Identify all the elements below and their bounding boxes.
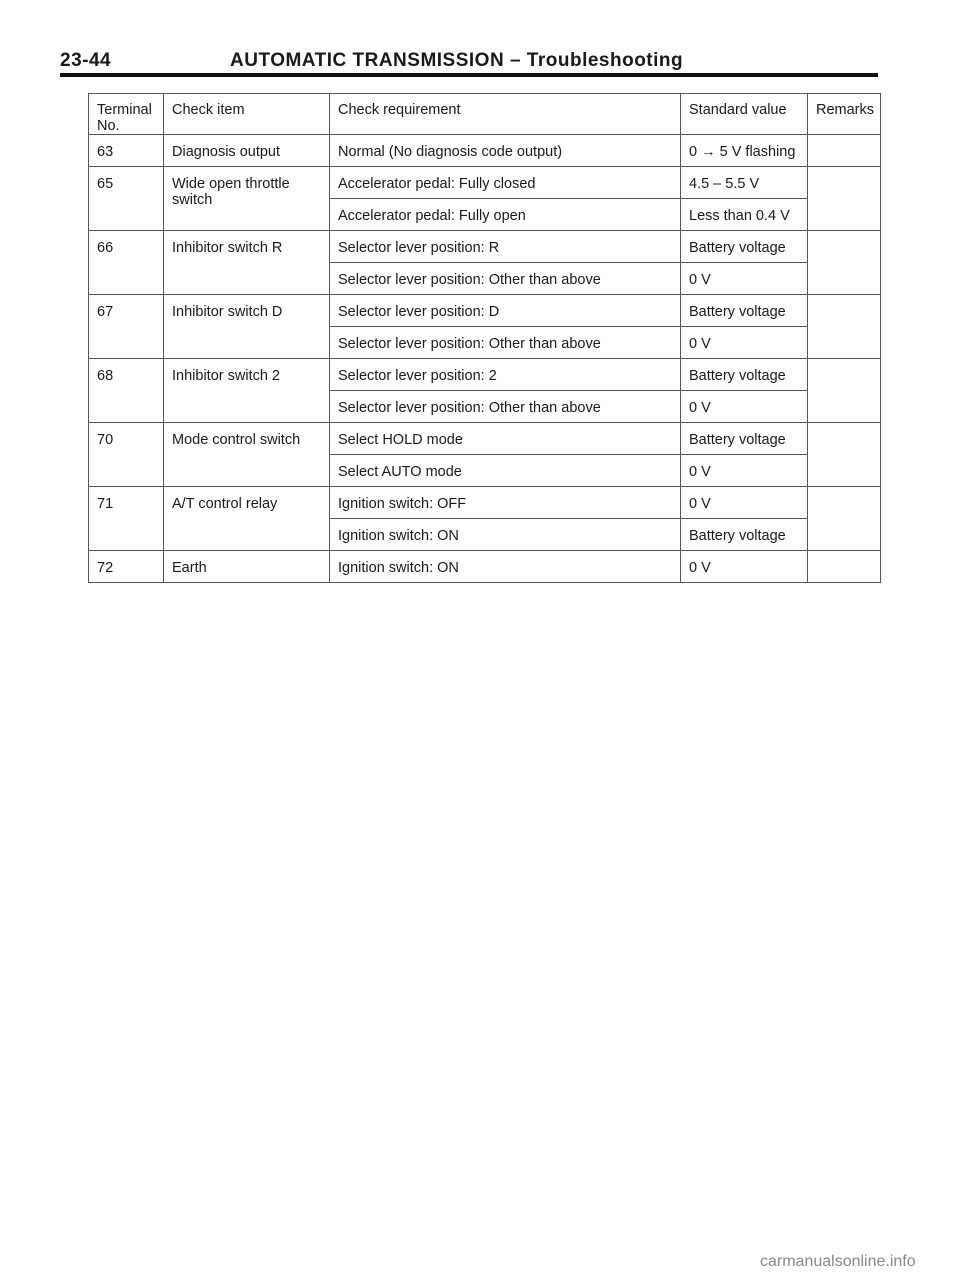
check-item-cell: Inhibitor switch R — [164, 231, 330, 295]
terminal-cell: 70 — [89, 423, 164, 487]
terminal-cell: 68 — [89, 359, 164, 423]
check-item-cell: Inhibitor switch D — [164, 295, 330, 359]
requirement-cell: Selector lever position: D — [330, 295, 681, 327]
column-header-terminal: Terminal No. — [89, 94, 164, 135]
requirement-cell: Selector lever position: Other than above — [330, 391, 681, 423]
value-cell: Battery voltage — [681, 423, 808, 455]
requirement-cell: Selector lever position: Other than above — [330, 327, 681, 359]
check-item-cell: Mode control switch — [164, 423, 330, 487]
remarks-cell — [808, 231, 881, 295]
value-cell: 0 V — [681, 327, 808, 359]
terminal-cell: 65 — [89, 167, 164, 231]
table-row — [89, 167, 881, 199]
terminal-cell: 71 — [89, 487, 164, 551]
value-cell: Battery voltage — [681, 231, 808, 263]
table-row — [89, 423, 881, 455]
requirement-cell: Select AUTO mode — [330, 455, 681, 487]
remarks-cell — [808, 295, 881, 359]
remarks-cell — [808, 167, 881, 231]
table-header-row — [89, 94, 881, 135]
requirement-cell: Selector lever position: Other than above — [330, 263, 681, 295]
terminal-cell: 66 — [89, 231, 164, 295]
remarks-cell — [808, 135, 881, 167]
value-cell: 0 V — [681, 551, 808, 583]
requirement-cell: Ignition switch: OFF — [330, 487, 681, 519]
requirement-cell: Normal (No diagnosis code output) — [330, 135, 681, 167]
table-row — [89, 487, 881, 519]
value-cell: 0 V — [681, 263, 808, 295]
requirement-cell: Ignition switch: ON — [330, 551, 681, 583]
page-number: 23-44 — [60, 50, 112, 71]
header-rule — [60, 73, 878, 77]
requirement-cell: Selector lever position: R — [330, 231, 681, 263]
value-cell: 0 → 5 V flashing — [681, 135, 808, 167]
value-cell: Battery voltage — [681, 295, 808, 327]
requirement-cell: Accelerator pedal: Fully open — [330, 199, 681, 231]
check-item-cell: Inhibitor switch 2 — [164, 359, 330, 423]
table-row — [89, 295, 881, 327]
table-row — [89, 135, 881, 167]
value-cell: 0 V — [681, 487, 808, 519]
requirement-cell: Selector lever position: 2 — [330, 359, 681, 391]
remarks-cell — [808, 359, 881, 423]
value-cell: 4.5 – 5.5 V — [681, 167, 808, 199]
terminal-check-table — [88, 93, 881, 583]
footer-watermark: carmanualsonline.info — [760, 1253, 916, 1270]
check-item-cell: Diagnosis output — [164, 135, 330, 167]
requirement-cell: Select HOLD mode — [330, 423, 681, 455]
check-item-cell: Wide open throttle switch — [164, 167, 330, 231]
page-title: AUTOMATIC TRANSMISSION – Troubleshooting — [230, 50, 684, 71]
value-cell: Less than 0.4 V — [681, 199, 808, 231]
table-row — [89, 231, 881, 263]
check-item-cell: Earth — [164, 551, 330, 583]
check-item-cell: A/T control relay — [164, 487, 330, 551]
column-header-check-requirement: Check requirement — [330, 94, 681, 135]
column-header-standard-value: Standard value — [681, 94, 808, 135]
page-header — [60, 50, 878, 74]
requirement-cell: Accelerator pedal: Fully closed — [330, 167, 681, 199]
remarks-cell — [808, 487, 881, 551]
column-header-remarks: Remarks — [808, 94, 881, 135]
terminal-cell: 67 — [89, 295, 164, 359]
column-header-check-item: Check item — [164, 94, 330, 135]
table-row — [89, 359, 881, 391]
value-cell: 0 V — [681, 455, 808, 487]
requirement-cell: Ignition switch: ON — [330, 519, 681, 551]
remarks-cell — [808, 551, 881, 583]
terminal-cell: 72 — [89, 551, 164, 583]
terminal-cell: 63 — [89, 135, 164, 167]
value-cell: 0 V — [681, 391, 808, 423]
table-row — [89, 551, 881, 583]
value-cell: Battery voltage — [681, 519, 808, 551]
remarks-cell — [808, 423, 881, 487]
value-cell: Battery voltage — [681, 359, 808, 391]
